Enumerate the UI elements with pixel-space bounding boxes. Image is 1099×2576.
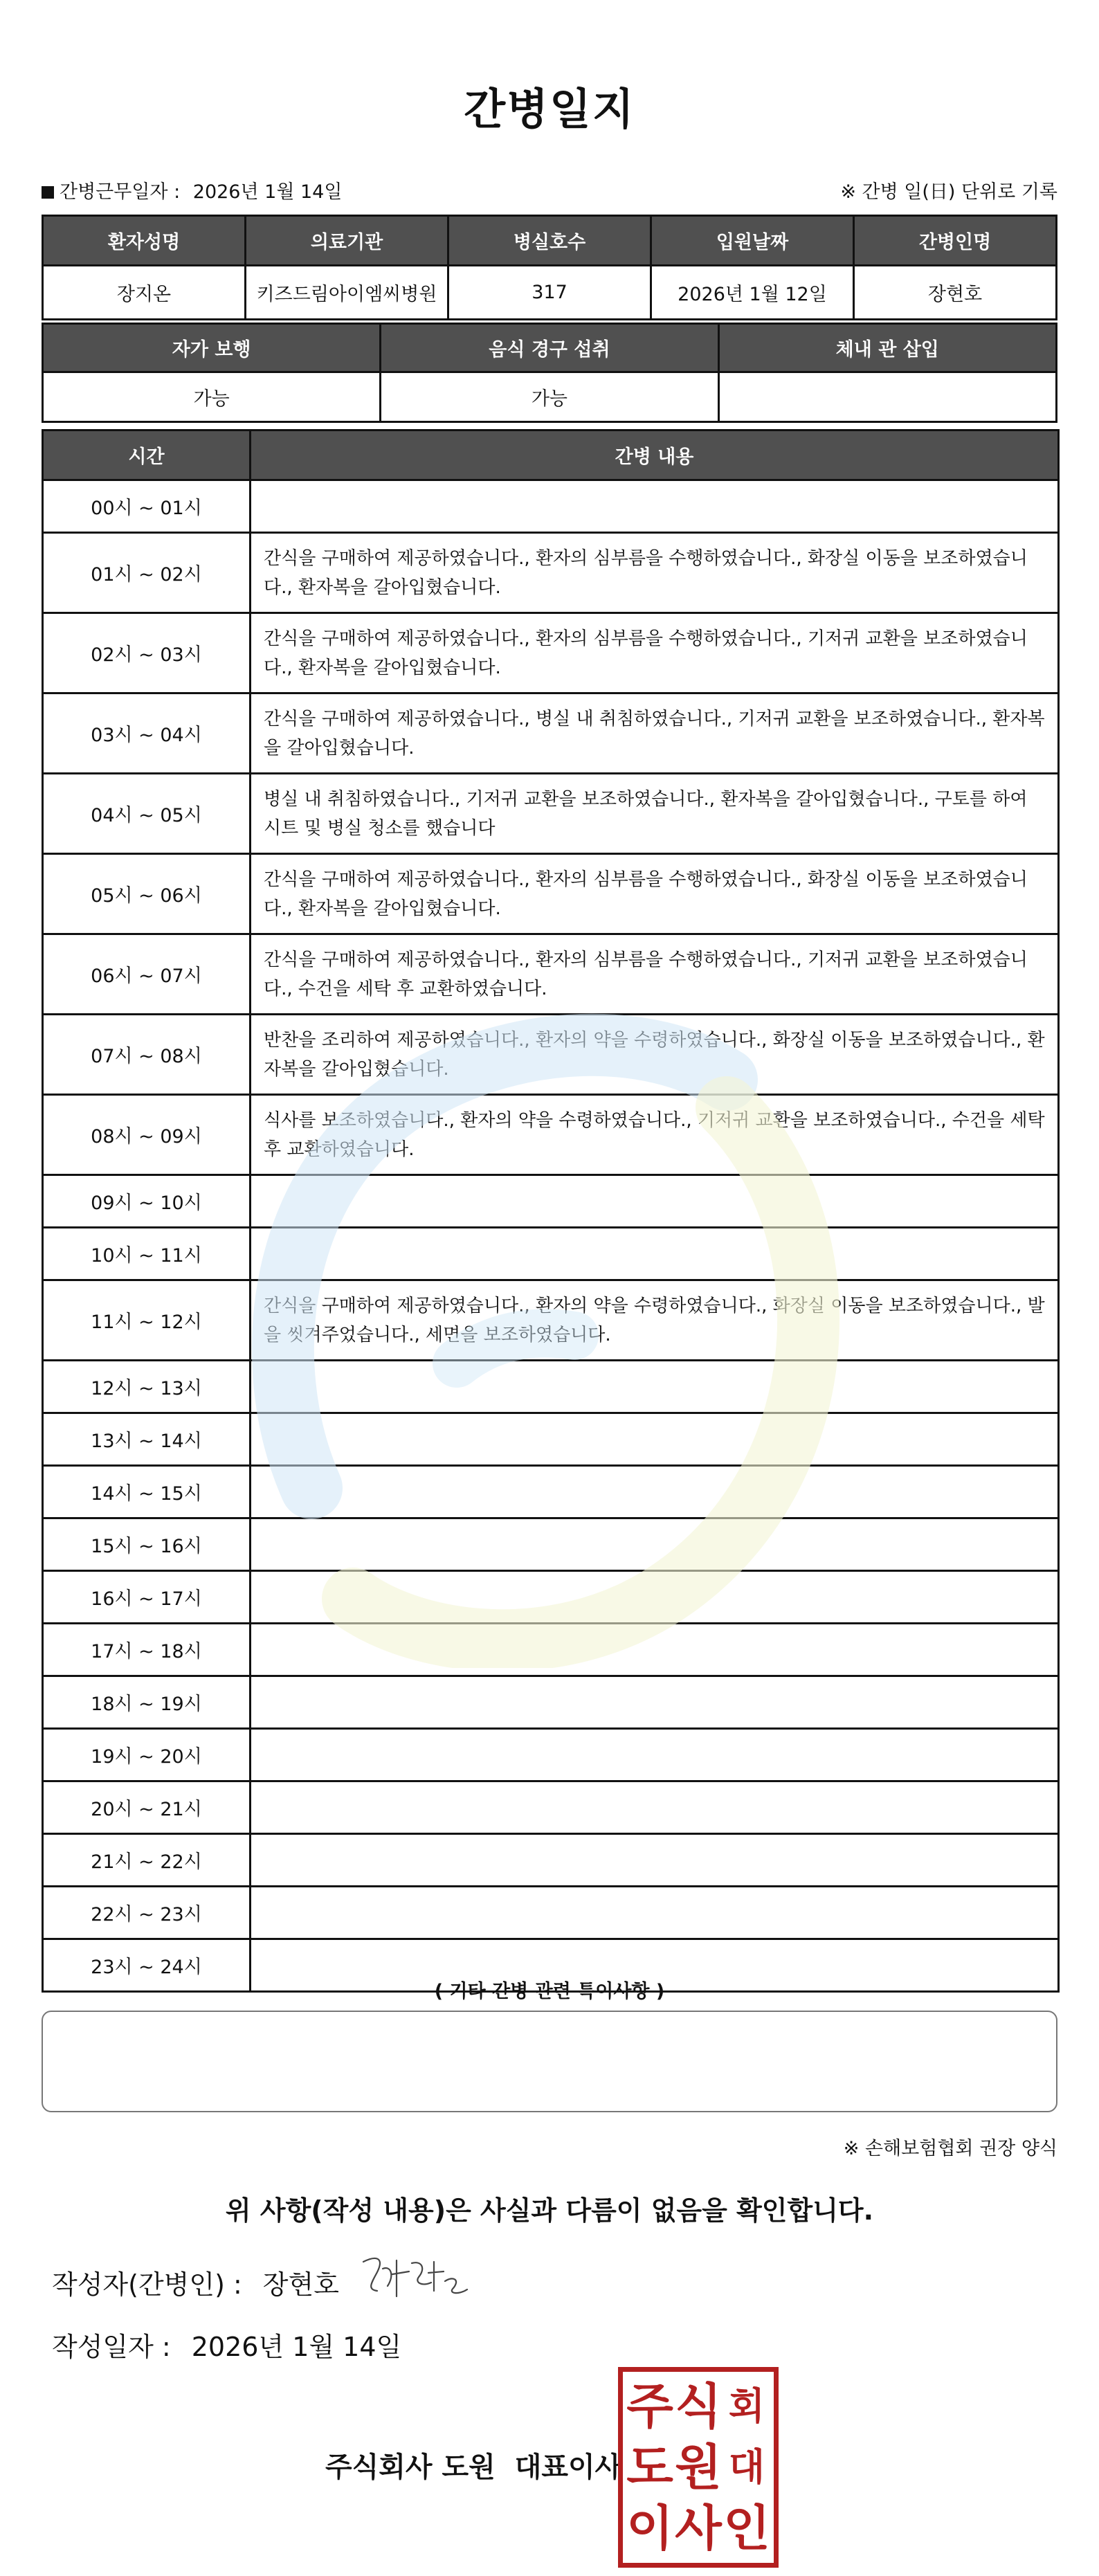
content-cell: 간식을 구매하여 제공하였습니다., 환자의 약을 수령하였습니다., 화장실 이동을 보조하였습니다., 발을 씻겨주었습니다., 세면을 보조하였습니다. <box>251 1280 1059 1361</box>
content-cell <box>251 1228 1059 1280</box>
table-row <box>43 1015 1059 1095</box>
content-cell: 간식을 구매하여 제공하였습니다., 환자의 심부름을 수행하였습니다., 화장실 이동을 보조하였습니다., 환자복을 갈아입혔습니다. <box>251 854 1059 934</box>
table-row <box>43 1175 1059 1228</box>
content-cell <box>251 1676 1059 1729</box>
time-cell: 21시 ~ 22시 <box>43 1834 251 1887</box>
admission-date: 2026년 1월 12일 <box>651 266 854 320</box>
special-notes-box[interactable] <box>42 2011 1057 2112</box>
content-cell <box>251 1729 1059 1781</box>
time-cell: 01시 ~ 02시 <box>43 533 251 613</box>
table-row <box>43 1280 1059 1361</box>
header-hospital: 의료기관 <box>246 216 448 266</box>
table-row <box>43 693 1059 774</box>
table-row <box>43 1781 1059 1834</box>
form-recommendation-note: ※ 손해보험협회 권장 양식 <box>843 2138 1057 2159</box>
content-cell <box>251 1361 1059 1413</box>
table-row <box>43 1466 1059 1518</box>
table-row <box>43 1729 1059 1781</box>
write-date-line <box>52 2325 401 2364</box>
seal-char: 이 <box>626 2500 673 2557</box>
company-name: 주식회사 도원 <box>325 2451 496 2483</box>
time-cell: 04시 ~ 05시 <box>43 774 251 854</box>
table-row <box>43 1676 1059 1729</box>
header-admission-date: 입원날짜 <box>651 216 854 266</box>
header-caregiver-name: 간병인명 <box>854 216 1057 266</box>
patient-name: 장지온 <box>43 266 246 320</box>
time-cell: 23시 ~ 24시 <box>43 1939 251 1992</box>
content-cell: 간식을 구매하여 제공하였습니다., 환자의 심부름을 수행하였습니다., 기저귀 교환을 보조하였습니다., 수건을 세탁 후 교환하였습니다. <box>251 934 1059 1015</box>
table-row <box>43 1624 1059 1676</box>
table-row <box>43 1834 1059 1887</box>
header-time: 시간 <box>43 430 251 480</box>
time-cell: 09시 ~ 10시 <box>43 1175 251 1228</box>
table-row <box>43 1361 1059 1413</box>
content-cell <box>251 1834 1059 1887</box>
table-row <box>43 1571 1059 1624</box>
time-cell: 11시 ~ 12시 <box>43 1280 251 1361</box>
seal-char: 주 <box>626 2378 673 2435</box>
document-title: 간병일지 <box>464 84 635 134</box>
content-cell: 반찬을 조리하여 제공하였습니다., 환자의 약을 수령하였습니다., 화장실 이동을 보조하였습니다., 환자복을 갈아입혔습니다. <box>251 1015 1059 1095</box>
content-cell: 간식을 구매하여 제공하였습니다., 환자의 심부름을 수행하였습니다., 기저귀 교환을 보조하였습니다., 환자복을 갈아입혔습니다. <box>251 613 1059 693</box>
content-cell <box>251 1413 1059 1466</box>
company-seal-stamp <box>618 2367 779 2568</box>
care-log-table <box>42 429 1060 1993</box>
table-row <box>43 533 1059 613</box>
time-cell: 15시 ~ 16시 <box>43 1518 251 1571</box>
time-cell: 22시 ~ 23시 <box>43 1887 251 1939</box>
company-line <box>325 2445 621 2485</box>
table-row <box>43 854 1059 934</box>
self-walking-value: 가능 <box>43 372 381 422</box>
unit-note: ※ 간병 일(日) 단위로 기록 <box>840 181 1057 203</box>
table-row <box>43 774 1059 854</box>
confirmation-statement: 위 사항(작성 내용)은 사실과 다름이 없음을 확인합니다. <box>225 2195 874 2226</box>
time-cell: 13시 ~ 14시 <box>43 1413 251 1466</box>
time-cell: 02시 ~ 03시 <box>43 613 251 693</box>
tube-insertion-value <box>718 372 1056 422</box>
room-number: 317 <box>448 266 651 320</box>
time-cell: 05시 ~ 06시 <box>43 854 251 934</box>
time-cell: 19시 ~ 20시 <box>43 1729 251 1781</box>
seal-char: 식 <box>675 2378 722 2435</box>
content-cell <box>251 1518 1059 1571</box>
special-notes-title: ( 기타 간병 관련 특이사항 ) <box>434 1981 665 2002</box>
header-oral-intake: 음식 경구 섭취 <box>381 324 718 372</box>
content-cell: 간식을 구매하여 제공하였습니다., 환자의 심부름을 수행하였습니다., 화장실 이동을 보조하였습니다., 환자복을 갈아입혔습니다. <box>251 533 1059 613</box>
table-row <box>43 1518 1059 1571</box>
patient-ability-table <box>42 323 1057 423</box>
header-tube-insertion: 체내 관 삽입 <box>718 324 1056 372</box>
seal-char: 도 <box>626 2439 673 2496</box>
header-self-walking: 자가 보행 <box>43 324 381 372</box>
time-cell: 08시 ~ 09시 <box>43 1095 251 1175</box>
caregiver-name: 장현호 <box>854 266 1057 320</box>
table-row <box>43 1228 1059 1280</box>
handwritten-signature-icon <box>356 2248 474 2303</box>
header-care-content: 간병 내용 <box>251 430 1059 480</box>
time-cell: 12시 ~ 13시 <box>43 1361 251 1413</box>
time-cell: 16시 ~ 17시 <box>43 1571 251 1624</box>
content-cell: 병실 내 취침하였습니다., 기저귀 교환을 보조하였습니다., 환자복을 갈아입혔습니다., 구토를 하여 시트 및 병실 청소를 했습니다 <box>251 774 1059 854</box>
time-cell: 03시 ~ 04시 <box>43 693 251 774</box>
time-cell: 17시 ~ 18시 <box>43 1624 251 1676</box>
content-cell <box>251 1781 1059 1834</box>
time-cell: 10시 ~ 11시 <box>43 1228 251 1280</box>
time-cell: 06시 ~ 07시 <box>43 934 251 1015</box>
header-patient-name: 환자성명 <box>43 216 246 266</box>
table-row <box>43 1413 1059 1466</box>
content-cell <box>251 1175 1059 1228</box>
company-role: 대표이사 <box>514 2451 622 2483</box>
time-cell: 14시 ~ 15시 <box>43 1466 251 1518</box>
oral-intake-value: 가능 <box>381 372 718 422</box>
write-date-value: 2026년 1월 14일 <box>191 2332 402 2362</box>
content-cell <box>251 480 1059 533</box>
write-date-label: 작성일자 : <box>52 2332 171 2362</box>
work-date-value: 2026년 1월 14일 <box>192 181 343 203</box>
table-row <box>43 480 1059 533</box>
work-date-label: 간병근무일자 : <box>60 181 181 203</box>
seal-char: 사 <box>675 2500 722 2557</box>
time-cell: 07시 ~ 08시 <box>43 1015 251 1095</box>
content-cell: 식사를 보조하였습니다., 환자의 약을 수령하였습니다., 기저귀 교환을 보조하였습니다., 수건을 세탁 후 교환하였습니다. <box>251 1095 1059 1175</box>
hospital-name: 키즈드림아이엠씨병원 <box>246 266 448 320</box>
seal-char: 인 <box>723 2500 770 2557</box>
table-row <box>43 934 1059 1015</box>
content-cell <box>251 1466 1059 1518</box>
table-row <box>43 613 1059 693</box>
content-cell: 간식을 구매하여 제공하였습니다., 병실 내 취침하였습니다., 기저귀 교환을 보조하였습니다., 환자복을 갈아입혔습니다. <box>251 693 1059 774</box>
writer-label: 작성자(간병인) : <box>52 2269 242 2300</box>
header-room-number: 병실호수 <box>448 216 651 266</box>
content-cell <box>251 1624 1059 1676</box>
table-row <box>43 1095 1059 1175</box>
time-cell: 18시 ~ 19시 <box>43 1676 251 1729</box>
table-row <box>43 1887 1059 1939</box>
content-cell <box>251 1571 1059 1624</box>
seal-char: 회 <box>728 2384 765 2428</box>
seal-char: 원 <box>675 2439 722 2496</box>
patient-info-table <box>42 215 1057 320</box>
square-bullet-icon <box>42 186 54 199</box>
time-cell: 20시 ~ 21시 <box>43 1781 251 1834</box>
content-cell <box>251 1887 1059 1939</box>
writer-line <box>52 2263 339 2301</box>
writer-name: 장현호 <box>262 2269 339 2300</box>
seal-char: 대 <box>728 2445 765 2489</box>
time-cell: 00시 ~ 01시 <box>43 480 251 533</box>
work-date-line <box>42 176 342 203</box>
